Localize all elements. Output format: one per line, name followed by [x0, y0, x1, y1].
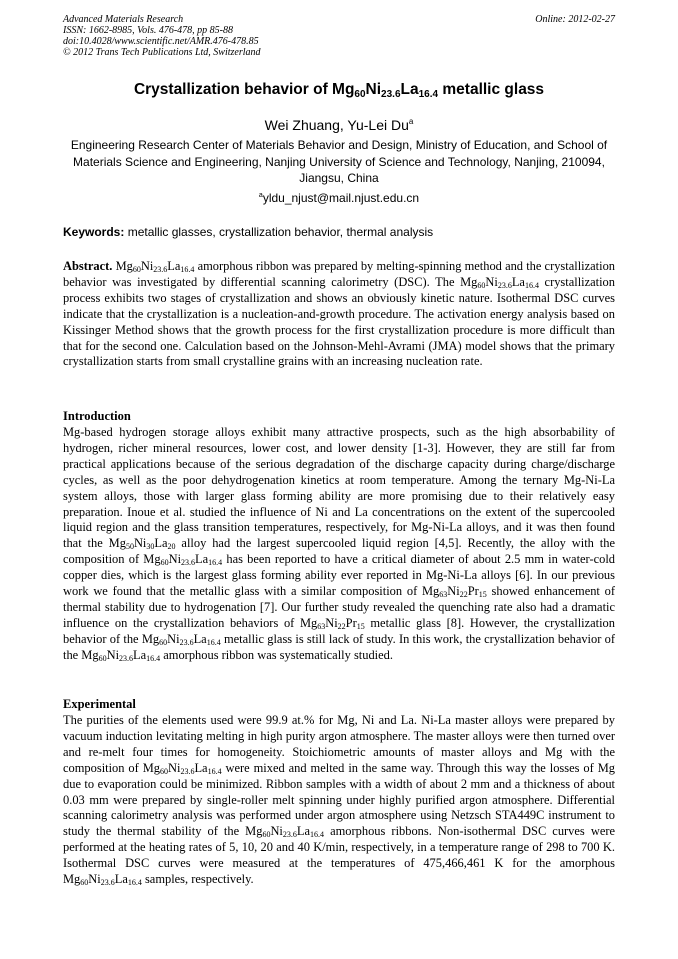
author-email: $^a$yldu_njust@mail.njust.edu.cn	[258, 191, 420, 205]
paper-title: Crystallization behavior of $Mg_{60}Ni_{23.6}La_{16.4}$ metallic glass	[133, 81, 545, 100]
online-date: Online: 2012-02-27	[535, 14, 615, 25]
email-address: yldu_njust@mail.njust.edu.cn	[262, 191, 420, 205]
journal-header	[63, 14, 615, 58]
doi-line: doi:10.4028/www.scientific.net/AMR.476-478.85	[63, 36, 259, 47]
introduction-paragraph: Mg-based hydrogen storage alloys exhibit many attractive prospects, such as the high absorbability of hydrogen, richer mineral resources, lower cost, and lower density [1-3]. However, they are still far from practical applications because of the serious degradation of the discharge capacity during charge/discharge cycles, as well as the poor dehydrogenation kinetics at room temperature. Among the ternary Mg-Ni-La system alloys, those with larger glass forming ability are more promising due to their relatively easy preparation. Inoue et al. studied the influence of Ni and La concentrations on the extent of the supercooled liquid region and the glass transition temperatures, respectively, for Mg-Ni-La alloys, and it was then found that the $Mg_{50}Ni_{30}La_{20}$ alloy had the largest supercooled liquid region [4,5]. Recently, the alloy with the composition of $Mg_{60}Ni_{23.6}La_{16.4}$ has been reported to have a critical diameter of about 2.5 mm in water-cold copper dies, which is the largest glass forming ability ever reported in Mg-Ni-La alloys [6]. In our previous work we found that the metallic glass with a similar composition of $Mg_{63}Ni_{22}Pr_{15}$ showed enhancement of thermal stability due to hydrogenation [7]. Our further study revealed the quenching rate also had a dramatic influence on the crystallization behaviors of $Mg_{63}Ni_{22}Pr_{15}$ metallic glass [8]. However, the crystallization behavior of the $Mg_{60}Ni_{23.6}La_{16.4}$ metallic glass is still lack of study. In this work, the crystallization behavior of the $Mg_{60}Ni_{23.6}La_{16.4}$ amorphous ribbon was systematically studied.	[63, 425, 616, 663]
abstract: Abstract. $Mg_{60}Ni_{23.6}La_{16.4}$ amorphous ribbon was prepared by melting-spinning method and the crystallization behavior was investigated by differential scanning calorimetry (DSC). The $Mg_{60}Ni_{23.6}La_{16.4}$ crystallization process exhibits two stages of crystallization and shows an obviously kinetic nature. Isothermal DSC curves indicate that the crystallization is a nucleation-and-growth procedure. The activation energy analysis based on Kissinger Method shows that the growth process for the first crystallization procedure is more difficult than that for the second one. Calculation based on the Johnson-Mehl-Avrami (JMA) model shows that the primary crystallization starts from small crystalline grains with an increasing nucleation rate.	[63, 259, 616, 369]
journal-name: Advanced Materials Research	[63, 14, 184, 25]
introduction-heading: Introduction	[63, 409, 131, 423]
issn-line: ISSN: 1662-8985, Vols. 476-478, pp 85-88	[63, 25, 233, 36]
keywords	[63, 224, 615, 240]
experimental-heading: Experimental	[63, 697, 136, 711]
keywords-text: metallic glasses, crystallization behavior, thermal analysis	[124, 225, 434, 239]
experimental-paragraph: The purities of the elements used were 99.9 at.% for Mg, Ni and La. Ni-La master alloys were prepared by vacuum induction levitating melting in high purity argon atmosphere. The master alloys were then turned over and re-melt four times for homogeneity. Stoichiometric amounts of master alloys and Mg with the composition of $Mg_{60}Ni_{23.6}La_{16.4}$ were mixed and melted in the same way. Through this way the losses of Mg due to evaporation could be minimized. Ribbon samples with a width of about 2 mm and a thickness of about 0.03 mm were prepared by single-roller melt spinning under highly purified argon atmosphere. Differential scanning calorimetry analysis was performed under argon atmosphere using Netzsch STA449C instrument to study the thermal stability of the $Mg_{60}Ni_{23.6}La_{16.4}$ amorphous ribbons. Non-isothermal DSC curves were performed at the heating rates of 5, 10, 20 and 40 K/min, respectively, in a temperature range of 298 to 700 K. Isothermal DSC curves were measured at the temperatures of 475,466,461 K for the amorphous $Mg_{60}Ni_{23.6}La_{16.4}$ samples, respectively.	[63, 713, 615, 888]
keywords-label: Keywords:	[63, 225, 125, 239]
abstract-label: Abstract.	[63, 259, 113, 273]
author-list: Wei Zhuang, Yu-Lei Du$^a$	[264, 117, 414, 133]
copyright-line: © 2012 Trans Tech Publications Ltd, Switzerland	[63, 47, 261, 58]
affiliation: Engineering Research Center of Materials Behavior and Design, Ministry of Education, and School of Materials Science and Engineering, Nanjing University of Science and Technology, Nanjing, 210094, Jiangsu, China	[70, 138, 608, 185]
